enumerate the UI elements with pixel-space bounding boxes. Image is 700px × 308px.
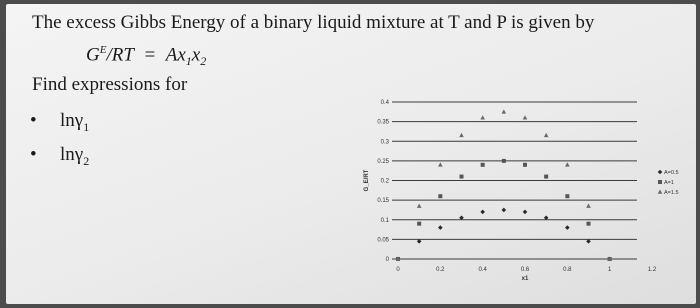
data-point: [502, 109, 507, 113]
legend-marker: [658, 170, 663, 175]
data-point: [438, 162, 443, 166]
data-point: [523, 163, 527, 167]
y-tick-label: 0.25: [377, 158, 389, 165]
data-point: [480, 115, 485, 119]
data-point: [481, 163, 485, 167]
data-point: [565, 194, 569, 198]
find-expressions-label: Find expressions for: [32, 74, 188, 95]
data-point: [544, 175, 548, 179]
gibbs-equation: $G^E/RT = Ax_1x_2$: [86, 44, 207, 69]
legend-label: A=1.5: [664, 190, 679, 196]
problem-statement: The excess Gibbs Energy of a binary liquid mixture at T and P is given by: [32, 12, 595, 33]
bullet-icon: •: [30, 110, 37, 131]
data-point: [417, 204, 422, 208]
item-label: lnγ$_1$: [60, 110, 90, 134]
data-point: [565, 225, 570, 230]
bullet-icon: •: [30, 144, 37, 165]
y-tick-label: 0.4: [380, 100, 389, 106]
data-point: [502, 159, 506, 163]
data-point: [523, 210, 528, 215]
y-tick-label: 0.3: [380, 139, 389, 146]
y-tick-label: 0.2: [380, 178, 389, 185]
x-tick-label: 0: [396, 267, 400, 273]
y-axis-title: G_E/RT: [364, 169, 370, 192]
data-point: [587, 222, 591, 226]
data-point: [544, 133, 549, 137]
data-point: [565, 162, 570, 166]
y-tick-label: 0.15: [377, 198, 389, 205]
y-tick-label: 0.1: [380, 217, 389, 224]
data-point: [417, 222, 421, 226]
item-label: lnγ$_2$: [60, 144, 90, 168]
x-tick-label: 0.4: [478, 267, 487, 273]
data-point: [523, 115, 528, 119]
x-tick-label: 0.6: [520, 267, 530, 273]
legend-label: A=1: [664, 180, 674, 186]
legend-marker: [658, 180, 662, 184]
data-point: [480, 210, 485, 215]
x-tick-label: 1: [607, 267, 612, 273]
data-point: [586, 204, 591, 208]
y-tick-label: 0.35: [377, 119, 389, 126]
x-tick-label: 1.2: [647, 267, 657, 273]
data-point: [438, 225, 443, 230]
data-point: [438, 194, 442, 198]
data-point: [460, 175, 464, 179]
y-tick-label: 0.05: [377, 237, 389, 244]
legend-label: A=0.5: [664, 170, 679, 176]
data-point: [459, 133, 464, 137]
legend-marker: [658, 190, 663, 194]
x-tick-label: 0.8: [563, 267, 572, 273]
data-point: [502, 208, 507, 213]
x-tick-label: 0.2: [436, 267, 445, 273]
x-axis-title: x1: [521, 276, 529, 282]
y-tick-label: 0: [385, 257, 389, 263]
